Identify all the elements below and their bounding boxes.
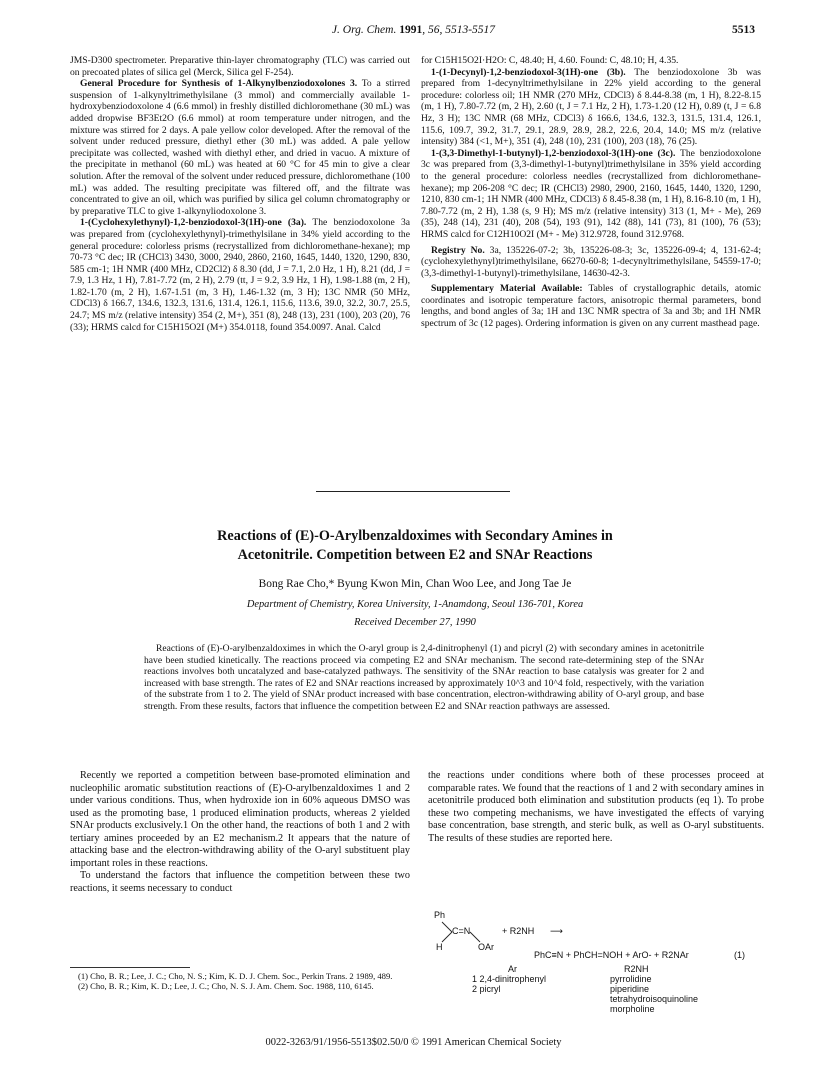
- phenyl-label: Ph: [434, 910, 446, 920]
- paragraph: [421, 148, 761, 241]
- paragraph-heading: 1-(3,3-Dimethyl-1-butynyl)-1,2-benziodoxol-3(1H)-one (3c).: [431, 147, 676, 159]
- body-left-column: [70, 770, 410, 895]
- paragraph-heading: Registry No.: [431, 244, 485, 256]
- paragraph: Recently we reported a competition between base-promoted elimination and nucleophilic aromatic substitution reactions of (E)-O-arylbenzaldoximes 1 and 2 under various conditions. Thus, when hydroxide ion in 60% aqueous DMSO was used as the promoting base, 1 produced elimination products, whereas 2 yielded SNAr products exclusively.1 On the other hand, the reactions of both 1 and 2 with tertiary amines proceeded by an E2 mechanism.2 It appears that the nature of attacking base and the electron-withdrawing ability of the O-aryl substituent play important roles in these reactions.: [70, 770, 410, 869]
- paragraph: [421, 67, 761, 148]
- title-line: Acetonitrile. Competition between E2 and SNAr Reactions: [237, 547, 593, 563]
- running-header: [0, 24, 827, 42]
- article-divider: [316, 491, 510, 492]
- journal-year: 1991: [399, 24, 423, 36]
- hydrogen-label: H: [436, 942, 443, 952]
- previous-article-left-column: [70, 55, 410, 333]
- title-line: Reactions of (E)-O-Arylbenzaldoximes with Secondary Amines in: [217, 528, 613, 544]
- previous-article-right-column: [421, 55, 761, 330]
- paragraph: the reactions under conditions where both of these processes proceed at comparable rates. We found that the reactions of 1 and 2 with secondary amines in acetonitrile produced both elimination and substitution products (eq 1). To probe these two competing mechanisms, we have investigated the effects of varying base concentration, base strength, and steric bulk, as well as O-aryl substituents. The results of these studies are reported here.: [428, 770, 764, 844]
- paragraph-text: The benziodoxolone 3b was prepared from 1-decynyltrimethylsilane in 22% yield according to the general procedure: colorless oil; 1H NMR (270 MHz, CDCl3) δ 8.44-8.38 (m, 1 H), 8.22-8.15 (m, 1 H), 7.80-7.72 (m, 2 H), 2.60 (t, J = 7.1 Hz, 2 H), 1.73-1.20 (12 H), 0.89 (t, J = 6.8 Hz, 3 H); 13C NMR (68 MHz, CDCl3) δ 166.6, 134.6, 132.3, 131.5, 131.4, 126.1, 115.6, 109.7, 39.2, 31.7, 29.1, 28.9, 28.9, 28.2, 22.6, 20.4, 14.0; MS m/z (relative intensity) 384 (<1, M+), 351 (4), 248 (10), 231 (100), 203 (18), 76 (25).: [421, 66, 761, 148]
- abstract: Reactions of (E)-O-arylbenzaldoximes in which the O-aryl group is 2,4-dinitrophenyl (1) and picryl (2) with secondary amines in acetonitrile have been studied kinetically. The reactions proceed via competing E2 and SNAr mechanism. The second rate-determining step of the SNAr reactions involves both uncatalyzed and base-catalyzed pathways. The sensitivity of the SNAr reaction to base catalysis was greater for 2 and increased with base strength. The rates of E2 and SNAr reactions increased by approximately 10^3 and 10^4 fold, respectively, with the variation of the substrate from 1 to 2. The yield of SNAr product increased with base concentration, electron-withdrawing ability of O-aryl group, and base strength. From these results, factors that influence the competition between E2 and SNAr reaction pathways are assessed.: [144, 643, 704, 712]
- paragraph: [70, 217, 410, 333]
- journal-citation: [0, 24, 827, 36]
- paragraph-heading: 1-(1-Decynyl)-1,2-benziodoxol-3(1H)-one (3b).: [431, 66, 626, 78]
- journal-name: J. Org. Chem.: [331, 24, 397, 36]
- paragraph-text: Tables of crystallographic details, atomic coordinates and isotropic temperature factors, anisotropic thermal parameters, bond lengths, and bond angles of 3a; 1H and 13C NMR spectra of 3a and 3b; and 1H NMR spectrum of 3c (12 pages). Ordering information is given on any current masthead page.: [421, 283, 762, 330]
- amine-option: piperidine: [610, 984, 650, 994]
- amine-option: tetrahydroisoquinoline: [610, 994, 699, 1004]
- oar-label: OAr: [478, 942, 495, 952]
- footnote: (1) Cho, B. R.; Lee, J. C.; Cho, N. S.; Kim, K. D. J. Chem. Soc., Perkin Trans. 2 1989, 489.: [78, 971, 393, 981]
- article-title: [70, 527, 760, 565]
- footnote: (2) Cho, B. R.; Kim, K. D.; Lee, J. C.; Cho, N. S. J. Am. Chem. Soc. 1988, 110, 6145.: [78, 981, 374, 992]
- ar-heading: Ar: [508, 964, 517, 974]
- registry-paragraph: [421, 245, 761, 280]
- reagent-label: + R2NH: [502, 926, 535, 936]
- copyright-line: 0022-3263/91/1956-5513$02.50/0 © 1991 American Chemical Society: [265, 1037, 562, 1048]
- amine-option: pyrrolidine: [610, 974, 652, 984]
- paragraph-text: The benziodoxolone 3a was prepared from (cyclohexylethynyl)-trimethylsilane in 34% yield according to the general procedure: colorless prisms (recrystallized from dichloromethane-hexane); mp 70-73 °C dec; IR (CHCl3) 3430, 3000, 2940, 2860, 2160, 1645, 1440, 1320, 1290, 830, 585 cm-1; 1H NMR (400 MHz, CD2Cl2) δ 8.30 (dd, J = 7.1, 2.0 Hz, 1 H), 8.21 (dd, J = 7.9, 1.3 Hz, 1 H), 7.81-7.72 (m, 2 H), 2.79 (tt, J = 9.2, 3.9 Hz, 1 H), 1.98-1.88 (m, 2 H), 1.82-1.70 (m, 2 H), 1.67-1.51 (m, 3 H), 1.46-1.32 (m, 3 H); 13C NMR (50 MHz, CDCl3) δ 166.7, 134.6, 132.3, 131.6, 131.4, 126.1, 115.6, 113.6, 39.0, 32.2, 30.7, 25.5, 24.7; MS m/z (relative intensity) 354 (2, M+), 351 (8), 248 (13), 231 (100), 203 (20), 76 (33); HRMS calcd for C15H15O2I (M+) 354.0118, found 354.0097. Anal. Calcd: [70, 217, 410, 333]
- paragraph-text: The benziodoxolone 3c was prepared from (3,3-dimethyl-1-butynyl)trimethylsilane in 35% yield according to the general procedure: colorless needles (recrystallized from dichloromethane-hexane); mp 206-208 °C dec; IR (CHCl3) 2980, 2900, 2160, 1645, 1440, 1320, 1290, 1210, 830 cm-1; 1H NMR (400 MHz, CDCl3) δ 8.45-8.38 (m, 1 H), 8.16-8.10 (m, 1 H), 7.80-7.72 (m, 2 H), 1.38 (s, 9 H); MS m/z (relative intensity) 313 (1, M+ - Me), 269 (35), 248 (14), 231 (40), 208 (54), 193 (91), 142 (88), 141 (73), 81 (100), 76 (53); HRMS calcd for C12H10O2I (M+ - Me) 312.9728, found 312.9768.: [421, 147, 761, 240]
- paragraph: To understand the factors that influence the competition between these two reactions, it seems necessary to conduct: [70, 870, 410, 894]
- author-list: Bong Rae Cho,* Byung Kwon Min, Chan Woo Lee, and Jong Tae Je: [258, 578, 572, 590]
- paragraph: JMS-D300 spectrometer. Preparative thin-layer chromatography (TLC) was carried out on precoated plates of silica gel (Merck, Silica gel F-254).: [70, 55, 410, 78]
- paragraph: [70, 78, 410, 217]
- amine-option: morpholine: [610, 1004, 655, 1014]
- footnotes: [70, 971, 410, 992]
- reaction-scheme: [432, 910, 772, 1020]
- paragraph-text: 3a, 135226-07-2; 3b, 135226-08-3; 3c, 135226-09-4; 4, 131-62-4; (cyclohexylethynyl)trimethylsilane, 66270-60-8; 1-decynyltrimethylsilane, 54559-17-0; (3,3-dimethyl-1-butynyl)-trimethylsilane, 14630-42-3.: [421, 244, 761, 279]
- received-date: Received December 27, 1990: [354, 617, 476, 628]
- cn-label: C=N: [452, 926, 471, 936]
- products-label: PhC≡N + PhCH=NOH + ArO- + R2NAr: [534, 950, 689, 960]
- affiliation: Department of Chemistry, Korea University, 1-Anamdong, Seoul 136-701, Korea: [246, 599, 584, 610]
- journal-volume-pages: , 56, 5513-5517: [422, 24, 496, 36]
- paragraph-text: To a stirred suspension of 1-alkynyltrimethylsilane (3 mmol) and commercially available 1-hydroxybenziodoxolone 4 (6.6 mmol) in freshly distilled dichloromethane (30 mL) was added dropwise BF3Et2O (6.6 mmol) at room temperature under nitrogen, and the mixture was stirred for 2 days. A pale yellow color developed. After the removal of the solvent under reduced pressure, diethyl ether (30 mL) was added. A pale yellow precipitate was collected, washed with diethyl ether, and dried in vacuo. A mixture of the precipitate in methanol (60 mL) was heated at 60 °C for 45 min to give a clear solution. After the removal of the solvent under reduced pressure, dichloromethane (100 mL) was added. The resulting precipitate was filtered off, and the filtrate was concentrated to give an oil, which was purified by silica gel column chromatography or by preparative TLC to give 1-alkynyliodoxolone 3.: [70, 78, 410, 217]
- page-number: 5513: [732, 24, 755, 36]
- reaction-arrow: ⟶: [550, 926, 563, 936]
- equation-number: (1): [734, 950, 745, 960]
- paragraph-heading: General Procedure for Synthesis of 1-Alkynylbenziodoxolones 3.: [80, 78, 358, 90]
- ar-option: 2 picryl: [472, 984, 501, 994]
- amine-heading: R2NH: [624, 964, 649, 974]
- paragraph-heading: 1-(Cyclohexylethynyl)-1,2-benziodoxol-3(1H)-one (3a).: [80, 217, 307, 229]
- body-right-column: [428, 770, 764, 845]
- paragraph: for C15H15O2I·H2O: C, 48.40; H, 4.60. Found: C, 48.10; H, 4.35.: [421, 55, 679, 66]
- paragraph-heading: Supplementary Material Available:: [431, 283, 583, 295]
- ar-option: 1 2,4-dinitrophenyl: [472, 974, 547, 984]
- supplementary-paragraph: [421, 283, 761, 329]
- footnote-rule: [70, 967, 190, 968]
